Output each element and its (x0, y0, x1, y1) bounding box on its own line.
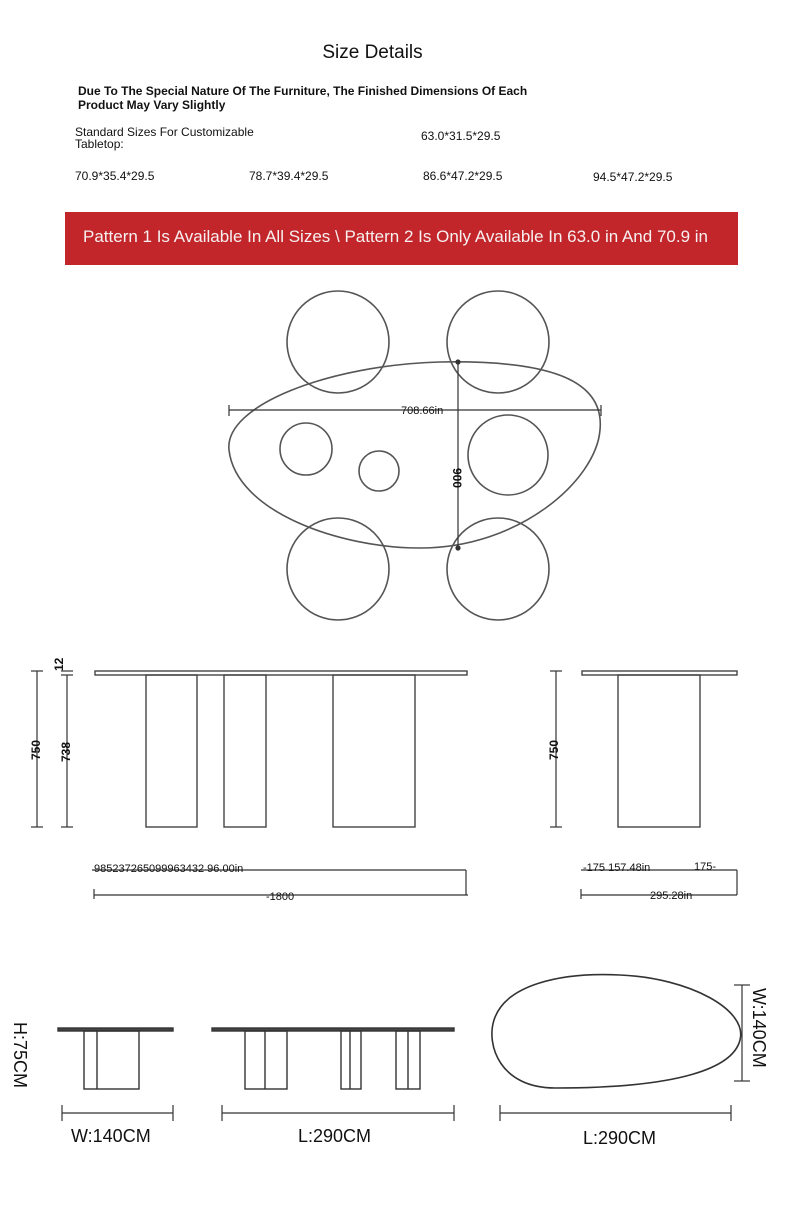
chair-top-right (447, 291, 549, 393)
size-option-4: 86.6*47.2*29.5 (423, 169, 503, 183)
front-leg-1 (146, 675, 197, 827)
front-leg-2 (224, 675, 266, 827)
size-option-3: 78.7*39.4*29.5 (249, 169, 329, 183)
tabletop-outline (229, 362, 600, 548)
dimension-notice: Due To The Special Nature Of The Furniture, The Finished Dimensions Of Each Product May Vary Slightly (78, 84, 528, 112)
front-leg-height-label: 738 (59, 741, 73, 762)
width-label: 900 (450, 468, 464, 489)
sizes-label: Standard Sizes For Customizable Tabletop: (75, 125, 254, 151)
front-overall-label: 985237265099963432 96.00in (94, 863, 244, 875)
side-left-label: -175 157.48in (583, 862, 651, 874)
side-leg (618, 675, 700, 827)
plan-width-label: W:140CM (749, 988, 769, 1068)
pattern-circle-large (280, 423, 332, 475)
long-leg-1 (245, 1031, 287, 1089)
side-right-label: 175- (694, 861, 717, 873)
size-option-1: 63.0*31.5*29.5 (421, 129, 501, 143)
long-length-label: L:290CM (298, 1126, 372, 1146)
size-option-2: 70.9*35.4*29.5 (75, 169, 155, 183)
small-width-label: W:140CM (71, 1126, 151, 1146)
banner-text: Pattern 1 Is Available In All Sizes \ Pattern 2 Is Only Available In 63.0 in And 70.9 in (83, 227, 708, 246)
front-leg-3 (333, 675, 415, 827)
length-label: 708.66in (401, 405, 444, 417)
page-title: Size Details (322, 42, 423, 63)
chair-inner-right (468, 415, 548, 495)
side-width-label: 295.28in (650, 890, 693, 902)
chair-top-left (287, 291, 389, 393)
front-height-label: 750 (29, 739, 43, 760)
pattern-circle-small (359, 451, 399, 491)
front-length-label: -1800 (266, 891, 295, 903)
long-leg-2 (341, 1031, 361, 1089)
size-option-5: 94.5*47.2*29.5 (593, 170, 673, 184)
front-top-thickness-label: 12 (52, 657, 66, 671)
small-side-leg (84, 1031, 139, 1089)
small-height-label: H:75CM (10, 1022, 30, 1089)
plan-tabletop-outline (492, 975, 741, 1088)
plan-length-label: L:290CM (583, 1128, 657, 1148)
chair-bottom-left (287, 518, 389, 620)
side-height-label: 750 (547, 739, 561, 760)
